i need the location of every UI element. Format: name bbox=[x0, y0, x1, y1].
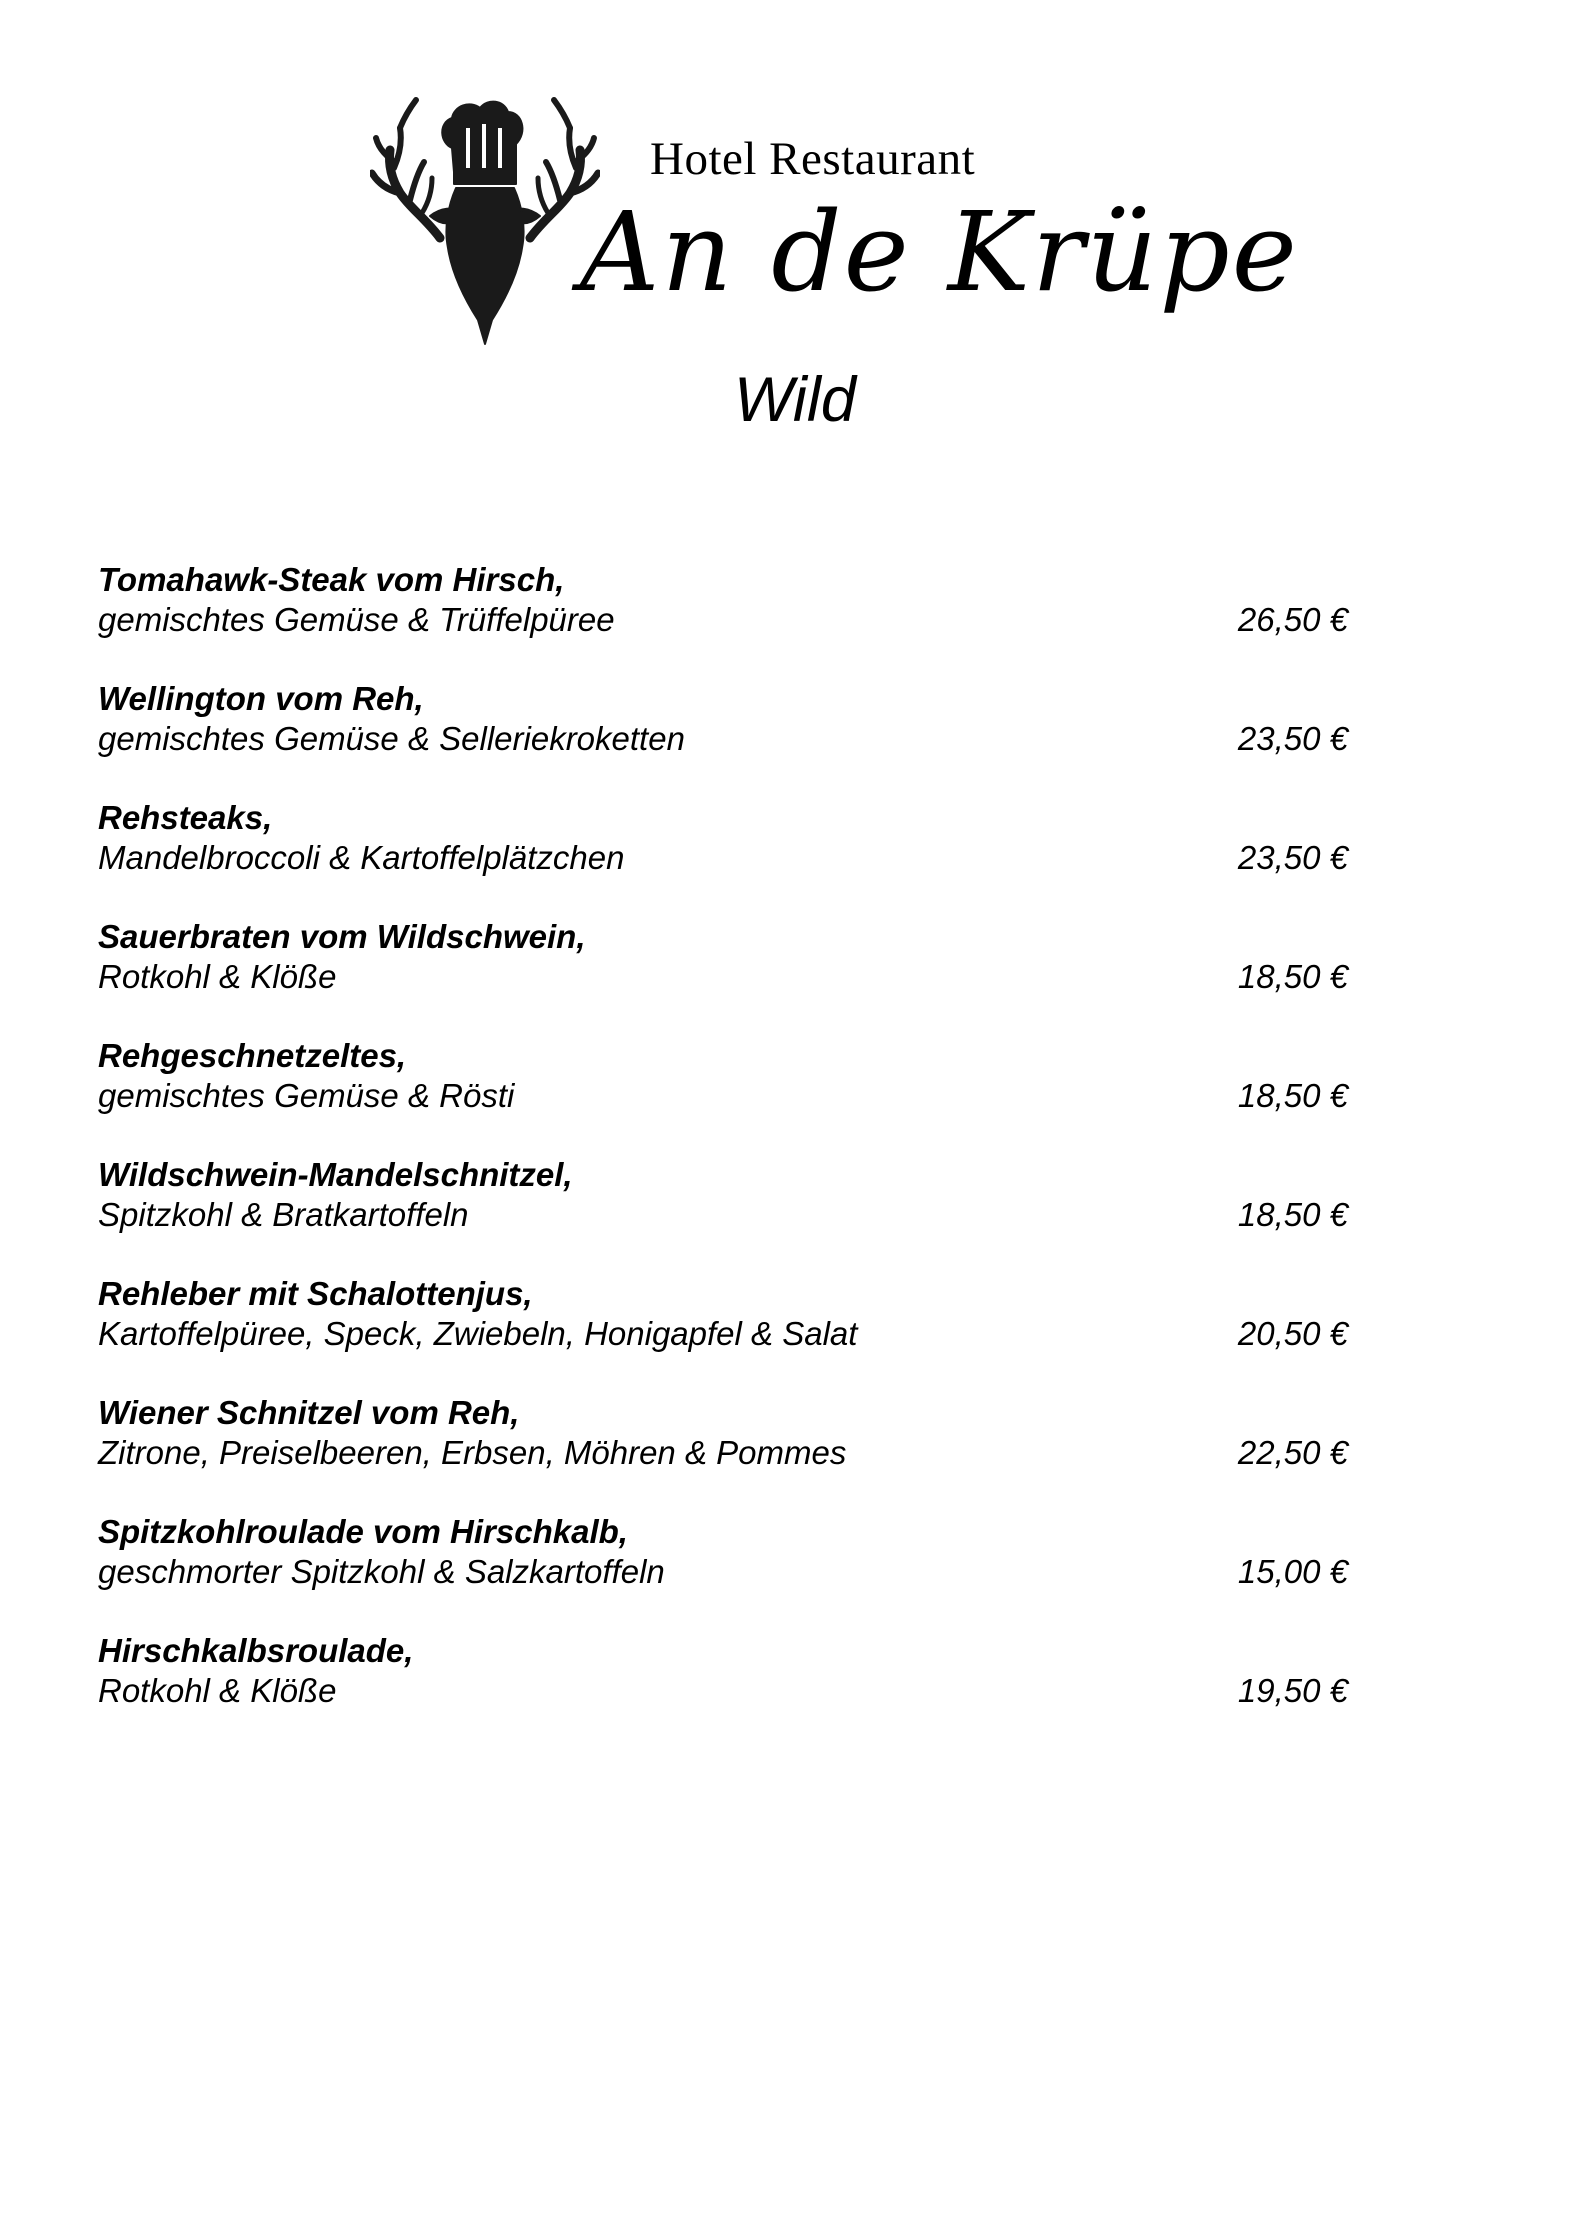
menu-item bbox=[98, 917, 1348, 1036]
menu-item bbox=[98, 1631, 1348, 1750]
dish-sides: Rotkohl & Klöße bbox=[98, 958, 337, 995]
menu-item bbox=[98, 1036, 1348, 1155]
dish-price: 18,50 € bbox=[1237, 1196, 1348, 1233]
dish-name: Sauerbraten vom Wildschwein, bbox=[98, 918, 586, 955]
menu-item bbox=[98, 1512, 1348, 1631]
dish-name: Tomahawk-Steak vom Hirsch, bbox=[98, 561, 565, 598]
dish-sides: gemischtes Gemüse & Selleriekroketten bbox=[98, 720, 685, 757]
dish-name: Rehsteaks, bbox=[98, 799, 273, 836]
menu-item bbox=[98, 1155, 1348, 1274]
dish-sides: Kartoffelpüree, Speck, Zwiebeln, Honigapfel & Salat bbox=[98, 1315, 858, 1352]
menu-item bbox=[98, 560, 1348, 679]
dish-name: Wiener Schnitzel vom Reh, bbox=[98, 1394, 520, 1431]
restaurant-logo bbox=[370, 88, 1299, 358]
dish-name: Rehgeschnetzeltes, bbox=[98, 1037, 407, 1074]
dish-price: 26,50 € bbox=[1237, 601, 1348, 638]
dish-price: 19,50 € bbox=[1237, 1672, 1348, 1709]
dish-price: 20,50 € bbox=[1237, 1315, 1348, 1352]
dish-sides: Rotkohl & Klöße bbox=[98, 1672, 337, 1709]
dish-price: 22,50 € bbox=[1237, 1434, 1348, 1471]
menu-item bbox=[98, 1393, 1348, 1512]
dish-sides: Zitrone, Preiselbeeren, Erbsen, Möhren & Pommes bbox=[98, 1434, 847, 1471]
brand-name-script: An de Krüpe bbox=[580, 188, 1299, 316]
dish-sides: Spitzkohl & Bratkartoffeln bbox=[98, 1196, 469, 1233]
dish-name: Rehleber mit Schalottenjus, bbox=[98, 1275, 533, 1312]
dish-price: 23,50 € bbox=[1237, 839, 1348, 876]
dish-sides: gemischtes Gemüse & Trüffelpüree bbox=[98, 601, 615, 638]
stag-head-with-chef-hat-icon bbox=[370, 88, 600, 348]
dish-price: 23,50 € bbox=[1237, 720, 1348, 757]
dish-price: 18,50 € bbox=[1237, 958, 1348, 995]
menu-item bbox=[98, 798, 1348, 917]
brand-name-line1: Hotel Restaurant bbox=[650, 133, 976, 185]
dish-price: 15,00 € bbox=[1237, 1553, 1348, 1590]
dish-name: Wellington vom Reh, bbox=[98, 680, 424, 717]
menu-list bbox=[98, 560, 1348, 1750]
dish-sides: geschmorter Spitzkohl & Salzkartoffeln bbox=[98, 1553, 665, 1590]
dish-name: Hirschkalbsroulade, bbox=[98, 1632, 414, 1669]
menu-item bbox=[98, 1274, 1348, 1393]
dish-price: 18,50 € bbox=[1237, 1077, 1348, 1114]
dish-name: Spitzkohlroulade vom Hirschkalb, bbox=[98, 1513, 628, 1550]
dish-sides: Mandelbroccoli & Kartoffelplätzchen bbox=[98, 839, 625, 876]
page-title: Wild bbox=[734, 365, 856, 435]
dish-name: Wildschwein-Mandelschnitzel, bbox=[98, 1156, 573, 1193]
menu-item bbox=[98, 679, 1348, 798]
dish-sides: gemischtes Gemüse & Rösti bbox=[98, 1077, 515, 1114]
